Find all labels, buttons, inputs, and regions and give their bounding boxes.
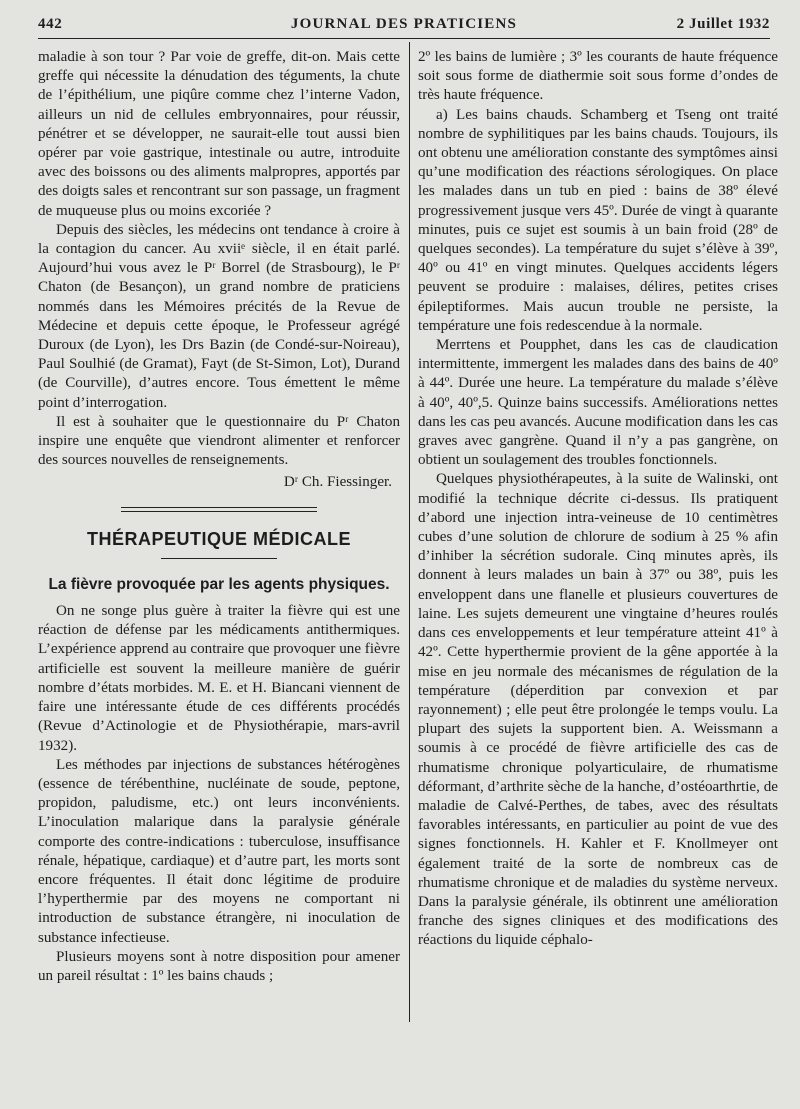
paragraph: Merrtens et Poupphet, dans les cas de claudication intermittente, immergent les malades dans des bains de 40º à 44º. Durée une heure. La température du malade s’élève à 40º, 40º,5. Quinze bains successifs. Améliorations nettes dans les cas peu avancés. Aucune modification dans les cas graves avec gangrène. Quand il n’y a pas gangrène, on obtient un soulagement des troubles fonctionnels.: [418, 337, 778, 469]
paragraph: Il est à souhaiter que le questionnaire du Pʳ Chaton inspire une enquête que viendront alimenter et renforcer des sources nouvelles de renseignements.: [38, 413, 400, 469]
paragraph: Depuis des siècles, les médecins ont tendance à croire à la contagion du cancer. Au xviiᵉ siècle, il en était parlé. Aujourd’hui vous avez le Pʳ Borrel (de Strasbourg), le Pʳ Chaton (de Besançon), un grand nombre de praticiens nommés dans les Mémoires précités de la Revue de Médecine et depuis cette époque, le Professeur agrégé Duroux (de Lyon), les Drs Bazin (de Condé-sur-Noireau), Paul Soulhié (de Gramat), Fayt (de St-Simon, Lot), Durand (de Courville), d’autres encore. Tous émettent le même point d’interrogation.: [38, 221, 400, 411]
page-number: 442: [38, 16, 63, 32]
running-header: [38, 16, 770, 38]
journal-title: JOURNAL DES PRATICIENS: [290, 16, 518, 32]
paragraph: Plusieurs moyens sont à notre disposition pour amener un pareil résultat : 1º les bains chauds ;: [38, 948, 400, 984]
column-divider: [409, 42, 410, 1022]
section-title: THÉRAPEUTIQUE MÉDICALE: [86, 528, 351, 549]
header-rule: [38, 38, 770, 39]
paragraph: 2º les bains de lumière ; 3º les courants de haute fréquence soit sous forme de diathermie soit sous forme d’ondes de très haute fréquence.: [418, 49, 778, 104]
paragraph: On ne songe plus guère à traiter la fièvre qui est une réaction de défense par les médicaments antithermiques. L’expérience apprend au contraire que provoquer une fièvre artificielle est souvent la meilleure manière de guérir nombre d’états morbides. M. E. et H. Biancani viennent de faire une intéressante étude de ces différents procédés (Revue d’Actinologie et de Physiothérapie, mars-avril 1932).: [38, 603, 400, 754]
paragraph: a) Les bains chauds. Schamberg et Tseng ont traité nombre de syphilitiques par les bains chauds. Toujours, ils ont obtenu une amélioration constante des symptômes ainsi qu’une modification des réactions sérologiques. On place les malades dans un tub en pied : bains de 38º élevé progressivement jusque vers 45º. Durée de vingt à quarante minutes, puis ce sujet est soumis à un bain froid (28º de quelques secondes). La température du sujet s’élève à 39º, 40º ou 41º en vingt minutes. Quelques accidents légers peuvent se produire : malaises, délires, petites crises épileptiformes. Mais aucun trouble ne persiste, la température une fois redescendue à la normale.: [418, 106, 778, 334]
issue-date: 2 Juillet 1932: [676, 16, 770, 32]
signature: Dʳ Ch. Fiessinger.: [283, 474, 392, 491]
right-column: [418, 48, 778, 951]
title-rule: [161, 558, 277, 559]
article-title: La fièvre provoquée par les agents physiques.: [48, 575, 390, 593]
section-separator: [121, 507, 317, 512]
left-column: [38, 48, 400, 986]
paragraph: Quelques physiothérapeutes, à la suite de Walinski, ont modifié la technique décrite ci-dessus. Ils pratiquent d’abord une injection intra-veineuse de 10 centimètres cubes d’une solution de chlorure de sodium à 25 % afin d’inhiber la sécrétion sudorale. Cinq minutes après, ils donnent à leurs malades un bain à 37º ou 38º, puis les enveloppent dans une flanelle et plusieurs couvertures de laine. Les sujets demeurent une vingtaine d’heures roulés dans ces enveloppements et leur température atteint 41º à 42º. Cette hyperthermie provient de la gêne apportée à la mise en jeu normale des mécanismes de régulation de la température (déperdition par convexion et par rayonnement) ; elle peut être prolongée le temps voulu. La plupart des sujets la supportent bien. A. Weissmann a soumis à ce procédé de fièvre artificielle des cas de rhumatisme chronique polyarticulaire, de rhumatisme déformant, d’arthrite sèche de la hanche, d’ostéoarthrtie, de maladie de Calvé-Perthes, de tabes, avec des résultats favorables intéressants, en particulier au point de vue des signes fonctionnels. H. Kahler et F. Knollmeyer ont également traité de la sorte de nombreux cas de rhumatisme chronique et de maladies du système nerveux. Dans la paralysie générale, ils obtinrent une amélioration franche des signes cliniques et des modifications des réactions du liquide céphalo-: [418, 471, 778, 949]
paragraph: Les méthodes par injections de substances hétérogènes (essence de térébenthine, nucléinate de soude, peptone, propidon, paludisme, etc.) ont leurs inconvénients. L’inoculation malarique dans la paralysie générale comporte des contre-indications : tuberculose, insuffisance rénale, hépatique, cardiaque) et d’autre part, les morts sont encore fréquentes. Il était donc légitime de produire l’hyperthermie par des moyens ne comportant ni introduction de substance étrangère, ni inoculation de substance infectieuse.: [38, 756, 400, 946]
paragraph: maladie à son tour ? Par voie de greffe, dit-on. Mais cette greffe qui nécessite la dénudation des téguments, la chute de l’épithélium, une piqûre comme chez l’interne Vadon, ailleurs un nid de cellules embryonnaires, pour réussir, pénétrer et se développer, ne saurait-elle tout aussi bien opérer par voie gastrique, intestinale ou autre, introduite avec des boissons ou des aliments malpropres, apportés par des doigts sales et rencontrant sur son passage, un fragment de muqueuse plus ou moins excoriée ?: [38, 49, 400, 219]
